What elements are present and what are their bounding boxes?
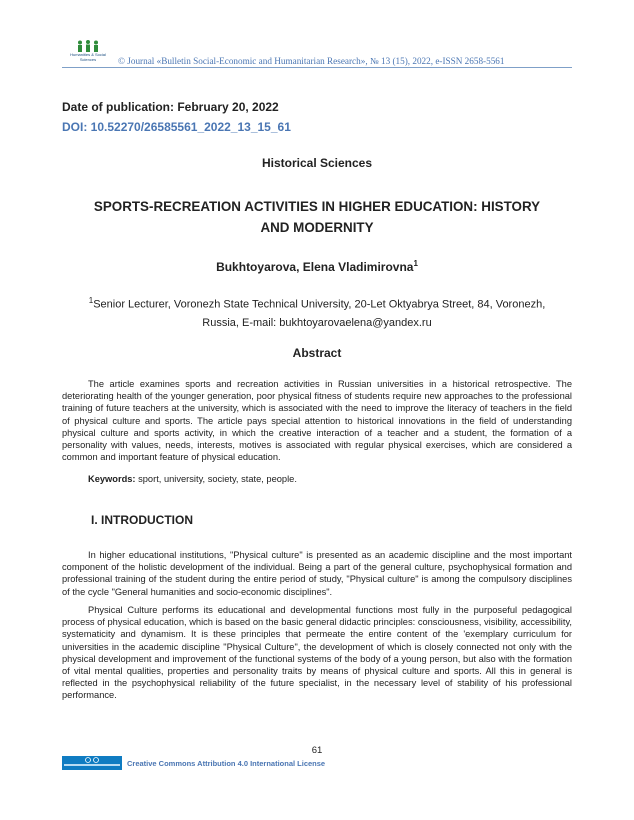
author-name: Bukhtoyarova, Elena Vladimirovna — [216, 260, 414, 274]
introduction-paragraph-2: Physical Culture performs its educational and developmental functions most fully in the purposeful pedagogical process of physical education, which is based on the basic general didactic principles: consciousness, visibility, accessibility, systematicity and dynamism. It is these principles that permeate the entire content of the 'exemplary curriculum for universities in the academic discipline "Physical Culture", the development of which is closely connected not only with the physical development and improvement of the functional systems of the body of a young person, but also with the formation of vital mental qualities, properties and personality traits by means of physical culture and sports. All this in general is reflected in the psychophysical reliability of the future specialist, in the necessary level of stability of his professional performance. — [62, 605, 572, 701]
introduction-heading: I. INTRODUCTION — [91, 513, 193, 527]
article-title-line2: AND MODERNITY — [260, 220, 374, 235]
journal-citation: © Journal «Bulletin Social-Economic and Humanitarian Research», № 13 (15), 2022, e-ISSN 2658-5561 — [118, 56, 505, 66]
author — [62, 259, 572, 274]
article-title — [62, 196, 572, 238]
abstract-heading: Abstract — [292, 346, 342, 360]
introduction-paragraph-1: In higher educational institutions, "Physical culture" is presented as an academic discipline and the most important component of the holistic development of the individual. Being a part of the general culture, psychophysical formation and professional training of the student during the entire period of study, "Physical culture" is among the compulsory disciplines of the cycle "General humanities and socio-economic disciplines". — [62, 550, 572, 597]
affiliation-line1: Senior Lecturer, Voronezh State Technical University, 20-Let Oktyabrya Street, 84, Voronezh, — [93, 298, 546, 311]
affiliation-line2: Russia, E-mail: bukhtoyarovaelena@yandex.ru — [202, 316, 432, 329]
section-heading: Historical Sciences — [261, 156, 373, 170]
keywords — [88, 474, 297, 484]
keywords-text: sport, university, society, state, people. — [135, 474, 297, 484]
article-title-line1: SPORTS-RECREATION ACTIVITIES IN HIGHER EDUCATION: HISTORY — [93, 199, 541, 214]
logo-text-line2: Sciences — [79, 57, 97, 62]
logo-text-line1: Humanities & Social — [70, 52, 106, 57]
author-superscript: 1 — [413, 259, 418, 268]
journal-header — [62, 40, 572, 68]
doi-link[interactable]: DOI: 10.52270/26585561_2022_13_15_61 — [62, 120, 291, 134]
keywords-label: Keywords: — [88, 474, 136, 484]
page-number: 61 — [311, 745, 323, 756]
affiliation — [62, 292, 572, 332]
cc-by-icon — [84, 757, 100, 763]
publication-date: Date of publication: February 20, 2022 — [62, 100, 279, 114]
cc-license-badge[interactable] — [62, 756, 122, 770]
journal-logo — [62, 40, 114, 66]
header-divider — [62, 67, 572, 68]
affiliation-superscript: 1 — [88, 296, 94, 305]
cc-badge-strip — [64, 764, 120, 766]
people-logo-icon — [73, 40, 103, 52]
license-link[interactable]: Creative Commons Attribution 4.0 International License — [127, 759, 326, 768]
abstract-text: The article examines sports and recreation activities in Russian universities in a historical retrospective. The deteriorating health of the younger generation, poor physical fitness of students require new approaches to the professional training of future teachers at the university, which is associated with the need to improve the literacy of teachers in the field of physical culture and sports. The article pays special attention to historical innovations in the field of understanding physical culture and sports activity, in which the creative interaction of a teacher and a student, the formation of a personality with values, needs, interests, motives is associated with regular physical exercises, which are considered a common and important feature of physical education. — [62, 379, 572, 463]
